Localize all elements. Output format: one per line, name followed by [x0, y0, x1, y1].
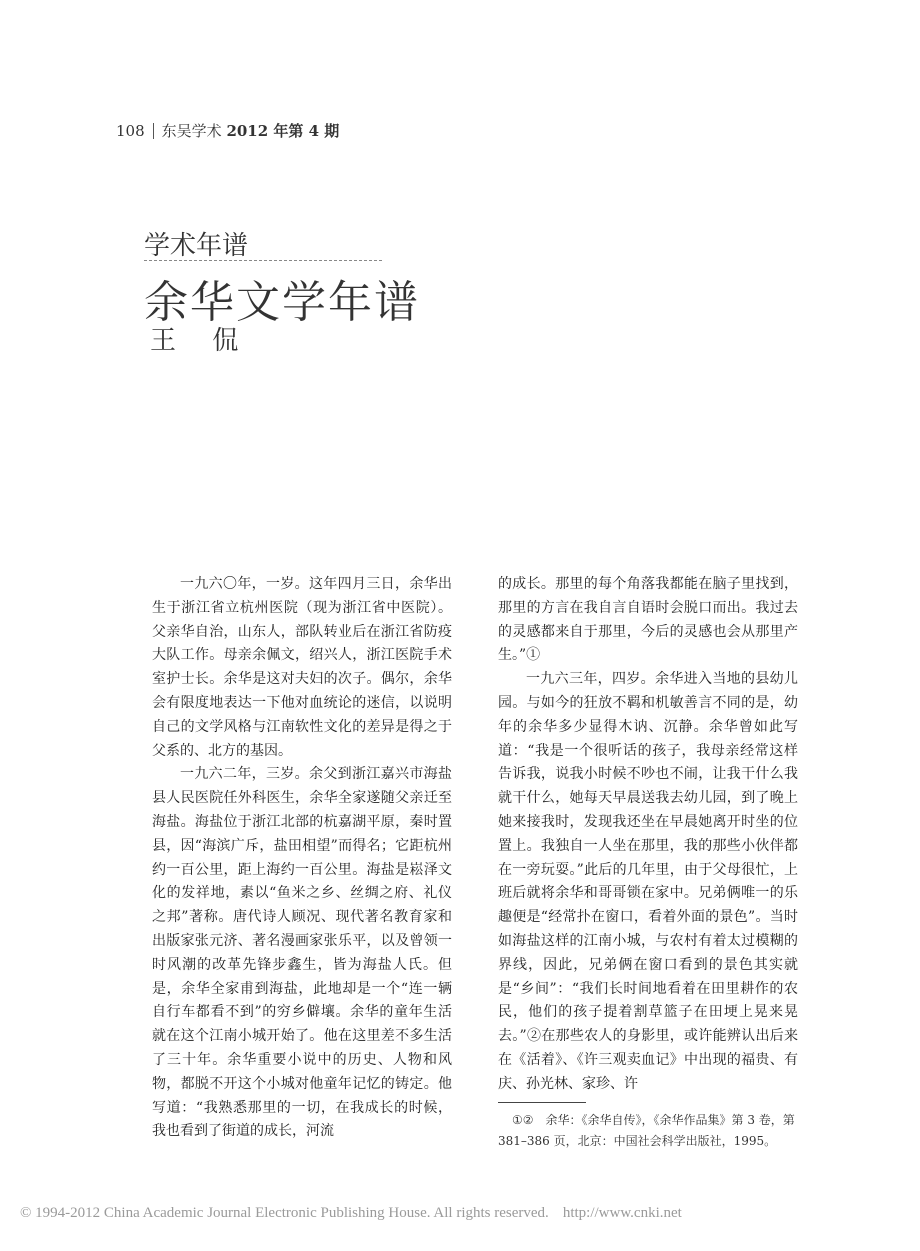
footnote-divider [498, 1102, 586, 1103]
copyright-line [20, 1205, 682, 1222]
journal-name: 东吴学术 [161, 122, 222, 140]
title-divider [144, 260, 382, 261]
author-name: 王 侃 [150, 326, 253, 356]
paragraph-1960: 一九六〇年，一岁。这年四月三日，余华出生于浙江省立杭州医院（现为浙江省中医院）。父亲华自治，山东人，部队转业后在浙江省防疫大队工作。母亲余佩文，绍兴人，浙江医院手术室护士长。余华是这对夫妇的次子。偶尔，余华会有限度地表达一下他对血统论的迷信，以说明自己的文学风格与江南软性文化的差异是得之于父系的、北方的基因。 [152, 576, 452, 759]
issue-label: 2012 年第 4 期 [226, 122, 340, 140]
paragraph-continued: 的成长。那里的每个角落我都能在脑子里找到，那里的方言在我自言自语时会脱口而出。我过去的灵感都来自于那里，今后的灵感也会从那里产生。”① [498, 576, 798, 664]
copyright-text: © 1994-2012 China Academic Journal Electronic Publishing House. All rights reserved. [20, 1205, 549, 1221]
footnote [498, 1110, 798, 1152]
header-divider [153, 123, 154, 139]
right-column [498, 573, 798, 1097]
footnote-marks: ①② [512, 1113, 534, 1127]
paragraph-1963: 一九六三年，四岁。余华进入当地的县幼儿园。与如今的狂放不羁和机敏善言不同的是，幼年的余华多少显得木讷、沉静。余华曾如此写道：“我是一个很听话的孩子，我母亲经常这样告诉我，说我小时候不吵也不闹，让我干什么我就干什么，她每天早晨送我去幼儿园，到了晚上她来接我时，发现我还坐在早晨她离开时坐的位置上。我独自一人坐在那里，我的那些小伙伴都在一旁玩耍。”此后的几年里，由于父母很忙，上班后就将余华和哥哥锁在家中。兄弟俩唯一的乐趣便是“经常扑在窗口，看着外面的景色”。当时如海盐这样的江南小城，与农村有着太过模糊的界线，因此，兄弟俩在窗口看到的景色其实就是“乡间”：“我们长时间地看着在田里耕作的农民，他们的孩子提着割草篮子在田埂上晃来晃去。”②在那些农人的身影里，或许能辨认出后来在《活着》、《许三观卖血记》中出现的福贵、有庆、孙光林、家珍、许 [498, 671, 798, 1092]
running-header [116, 120, 339, 141]
page-number: 108 [116, 122, 145, 140]
left-column [152, 573, 452, 1144]
footnote-text: 余华：《余华自传》，《余华作品集》第 3 卷，第 381–386 页，北京：中国社会科学出版社，1995。 [498, 1113, 795, 1148]
copyright-url: http://www.cnki.net [562, 1205, 682, 1221]
paragraph-1962: 一九六二年，三岁。余父到浙江嘉兴市海盐县人民医院任外科医生，余华全家遂随父亲迁至海盐。海盐位于浙江北部的杭嘉湖平原，秦时置县，因“海滨广斥，盐田相望”而得名；它距杭州约一百公里，距上海约一百公里。海盐是崧泽文化的发祥地，素以“鱼米之乡、丝绸之府、礼仪之邦”著称。唐代诗人顾况、现代著名教育家和出版家张元济、著名漫画家张乐平，以及曾领一时风潮的改革先锋步鑫生，皆为海盐人氏。但是，余华全家甫到海盐，此地却是一个“连一辆自行车都看不到”的穷乡僻壤。余华的童年生活就在这个江南小城开始了。他在这里差不多生活了三十年。余华重要小说中的历史、人物和风物，都脱不开这个小城对他童年记忆的铸定。他写道：“我熟悉那里的一切，在我成长的时候，我也看到了街道的成长，河流 [152, 766, 452, 1140]
article-title: 余华文学年谱 [144, 277, 420, 328]
section-label: 学术年谱 [144, 231, 249, 261]
